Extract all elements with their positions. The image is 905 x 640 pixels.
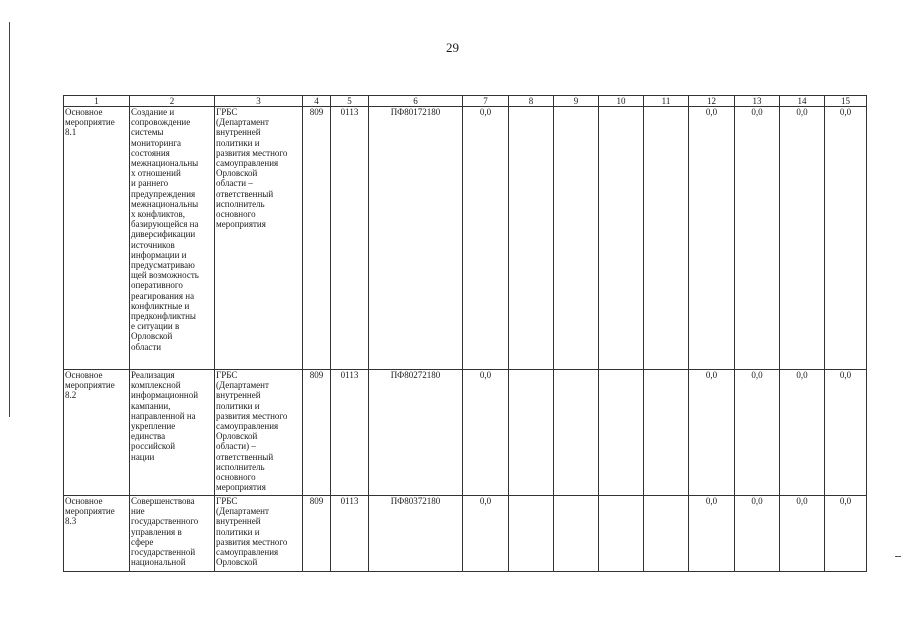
value-cell: 0,0: [825, 496, 867, 572]
value-cell: [599, 107, 644, 370]
cell-text-line: Совершенствова: [131, 496, 195, 506]
cell-text-line: Основное: [65, 496, 103, 506]
activity-description-cell: [130, 107, 215, 370]
column-header: 1: [64, 96, 130, 107]
cell-text-line: внутренней: [216, 390, 261, 401]
cell-text-line: развития местного: [216, 147, 288, 158]
cell-text-line: предусматриваю: [131, 260, 195, 271]
value-cell: [554, 496, 599, 572]
value-cell: 0,0: [463, 496, 509, 572]
value-cell: 0,0: [689, 107, 735, 370]
cell-text-line: основного: [216, 472, 256, 483]
cell-text-line: исполнитель: [216, 461, 265, 472]
cell-text-line: предупреждения: [131, 188, 196, 199]
cell-text-line: самоуправления: [216, 547, 279, 558]
value-cell: 0,0: [463, 370, 509, 496]
activity-description-cell: [130, 370, 215, 496]
cell-text-line: самоуправления: [216, 421, 279, 432]
cell-text-line: состояния: [131, 147, 170, 158]
cell-text-line: управления в: [131, 526, 182, 537]
cell-text-line: Орловской: [216, 431, 258, 442]
column-header: 14: [780, 96, 825, 107]
cell-text-line: Орловской: [216, 557, 258, 568]
cell-text-line: 8.1: [65, 127, 77, 138]
target-article-cell: ПФ80172180: [369, 107, 463, 370]
activity-description-cell: [130, 496, 215, 572]
cell-text-line: конфликтные и: [131, 300, 190, 311]
cell-text-line: оперативного: [131, 280, 183, 291]
cell-text-line: (Департамент: [216, 506, 269, 517]
value-cell: [509, 496, 554, 572]
value-cell: [554, 370, 599, 496]
cell-text-line: базирующейся на: [131, 219, 199, 230]
cell-text-line: сфере: [131, 536, 154, 547]
cell-text-line: 8.2: [65, 390, 77, 401]
cell-text-line: диверсификации: [131, 229, 196, 240]
value-cell: [509, 107, 554, 370]
cell-text-line: ГРБС: [216, 107, 238, 117]
value-cell: 0,0: [780, 107, 825, 370]
cell-text-line: реагирования на: [131, 290, 195, 301]
cell-text-line: (Департамент: [216, 117, 269, 128]
cell-text-line: ответственный: [216, 451, 274, 462]
value-cell: 0,0: [689, 496, 735, 572]
cell-text-line: национальной: [131, 557, 186, 568]
cell-text-line: ГРБС: [216, 370, 238, 380]
cell-text-line: политики и: [216, 526, 260, 537]
value-cell: [644, 496, 689, 572]
cell-text-line: Основное: [65, 107, 103, 117]
value-cell: [509, 370, 554, 496]
executor-cell: [215, 107, 303, 370]
cell-text-line: укрепление: [131, 421, 176, 432]
section-code-cell: 0113: [331, 107, 369, 370]
column-header: 8: [509, 96, 554, 107]
value-cell: 0,0: [735, 370, 780, 496]
cell-text-line: (Департамент: [216, 380, 269, 391]
executor-cell: [215, 496, 303, 572]
column-header: 15: [825, 96, 867, 107]
cell-text-line: ние: [131, 506, 145, 517]
column-header: 13: [735, 96, 780, 107]
cell-text-line: е ситуации в: [131, 321, 180, 332]
cell-text-line: государственного: [131, 516, 199, 527]
cell-text-line: кампании,: [131, 400, 171, 411]
column-header: 3: [215, 96, 303, 107]
value-cell: 0,0: [825, 370, 867, 496]
cell-text-line: и раннего: [131, 178, 169, 189]
table-row: [64, 370, 867, 496]
column-header: 9: [554, 96, 599, 107]
cell-text-line: источников: [131, 239, 175, 250]
cell-text-line: ГРБС: [216, 496, 238, 506]
cell-text-line: 8.3: [65, 516, 77, 527]
cell-text-line: межнациональны: [131, 198, 199, 209]
cell-text-line: мероприятия: [216, 219, 266, 230]
target-article-cell: ПФ80272180: [369, 370, 463, 496]
cell-text-line: развития местного: [216, 410, 288, 421]
column-header: 6: [369, 96, 463, 107]
column-header: 2: [130, 96, 215, 107]
column-header: 4: [303, 96, 331, 107]
value-cell: [599, 370, 644, 496]
section-code-cell: 0113: [331, 370, 369, 496]
page-number: 29: [446, 40, 459, 55]
cell-text-line: области) –: [216, 441, 256, 452]
cell-text-line: области: [131, 341, 162, 352]
column-header: 5: [331, 96, 369, 107]
cell-text-line: единства: [131, 431, 166, 442]
cell-text-line: российской: [131, 441, 176, 452]
value-cell: [599, 496, 644, 572]
cell-text-line: межнациональны: [131, 158, 199, 169]
cell-text-line: х отношений: [131, 168, 181, 179]
target-article-cell: ПФ80372180: [369, 496, 463, 572]
cell-text-line: области –: [216, 178, 253, 189]
cell-text-line: мероприятие: [65, 380, 115, 391]
column-header: 7: [463, 96, 509, 107]
column-header: 10: [599, 96, 644, 107]
grbs-code-cell: 809: [303, 107, 331, 370]
cell-text-line: самоуправления: [216, 158, 279, 169]
cell-text-line: государственной: [131, 547, 196, 558]
cell-text-line: комплексной: [131, 380, 181, 391]
cell-text-line: основного: [216, 209, 256, 220]
value-cell: 0,0: [735, 107, 780, 370]
cell-text-line: внутренней: [216, 127, 261, 138]
cell-text-line: Орловской: [131, 331, 173, 342]
cell-text-line: внутренней: [216, 516, 261, 527]
value-cell: 0,0: [825, 107, 867, 370]
column-header: 11: [644, 96, 689, 107]
value-cell: 0,0: [780, 496, 825, 572]
cell-text-line: щей возможность: [131, 270, 199, 281]
section-code-cell: 0113: [331, 496, 369, 572]
value-cell: 0,0: [689, 370, 735, 496]
activity-code-cell: [64, 107, 130, 370]
cell-text-line: предконфликтны: [131, 311, 196, 322]
left-margin-line: [9, 22, 10, 417]
cell-text-line: политики и: [216, 400, 260, 411]
cell-text-line: системы: [131, 127, 164, 138]
activity-code-cell: [64, 496, 130, 572]
cell-text-line: мониторинга: [131, 137, 181, 148]
executor-cell: [215, 370, 303, 496]
column-header: 12: [689, 96, 735, 107]
cell-text-line: мероприятие: [65, 117, 115, 128]
edge-mark: [895, 556, 901, 557]
value-cell: 0,0: [463, 107, 509, 370]
cell-text-line: Основное: [65, 370, 103, 380]
value-cell: 0,0: [780, 370, 825, 496]
table-header-row: [64, 96, 867, 107]
cell-text-line: исполнитель: [216, 198, 265, 209]
activity-code-cell: [64, 370, 130, 496]
cell-text-line: мероприятия: [216, 482, 266, 493]
cell-text-line: ответственный: [216, 188, 274, 199]
value-cell: [644, 107, 689, 370]
cell-text-line: сопровождение: [131, 117, 191, 128]
cell-text-line: политики и: [216, 137, 260, 148]
cell-text-line: развития местного: [216, 536, 288, 547]
cell-text-line: нации: [131, 451, 155, 462]
cell-text-line: информационной: [131, 390, 199, 401]
value-cell: 0,0: [735, 496, 780, 572]
cell-text-line: информации и: [131, 249, 187, 260]
cell-text-line: направленной на: [131, 410, 196, 421]
cell-text-line: Реализация: [131, 370, 175, 380]
cell-text-line: Создание и: [131, 107, 175, 117]
table-row: [64, 107, 867, 370]
cell-text-line: х конфликтов,: [131, 209, 185, 220]
value-cell: [644, 370, 689, 496]
cell-text-line: мероприятие: [65, 506, 115, 517]
grbs-code-cell: 809: [303, 370, 331, 496]
table-row: [64, 496, 867, 572]
program-activities-table: [63, 95, 867, 572]
value-cell: [554, 107, 599, 370]
cell-text-line: Орловской: [216, 168, 258, 179]
grbs-code-cell: 809: [303, 496, 331, 572]
